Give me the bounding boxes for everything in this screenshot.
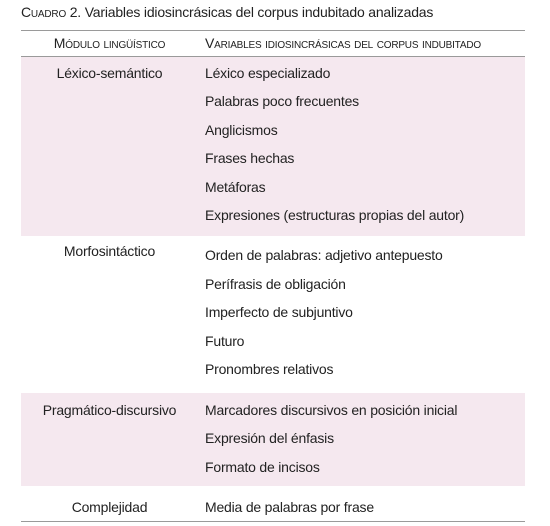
variable-item: Léxico especializado [205,65,331,81]
variable-item: Expresiones (estructuras propias del autor) [205,207,465,223]
group-lexico-semantico [21,57,525,236]
variable-item: Media de palabras por frase [205,499,374,515]
variable-item: Metáforas [205,179,266,195]
variable-item: Imperfecto de subjuntivo [205,304,353,320]
variable-item: Marcadores discursivos en posición inicial [205,402,458,418]
header-variables: Variables idiosincrásicas del corpus indubitado [205,35,481,51]
caption-text: Variables idiosincrásicas del corpus indubitado analizadas [84,4,434,20]
variable-item: Anglicismos [205,122,278,138]
group-morfosintactico [21,236,525,393]
module-label: Complejidad [71,499,148,515]
group-complejidad [21,486,525,521]
caption-label: Cuadro 2. [21,4,81,20]
module-label: Morfosintáctico [63,243,156,259]
variable-item: Futuro [205,333,245,349]
variable-item: Frases hechas [205,150,295,166]
variable-item: Orden de palabras: adjetivo antepuesto [205,247,443,263]
table-header [21,33,525,55]
variable-item: Formato de incisos [205,459,320,475]
variable-item: Expresión del énfasis [205,430,334,446]
bottom-rule [21,521,525,522]
module-label: Pragmático-discursivo [42,402,177,418]
module-label: Léxico-semántico [56,65,163,81]
header-module: Módulo lingüístico [53,35,166,51]
table-caption [21,4,433,20]
variable-item: Palabras poco frecuentes [205,93,359,109]
group-pragmatico-discursivo [21,393,525,486]
variable-item: Pronombres relativos [205,361,334,377]
variable-item: Perífrasis de obligación [205,276,346,292]
top-rule [21,30,525,31]
